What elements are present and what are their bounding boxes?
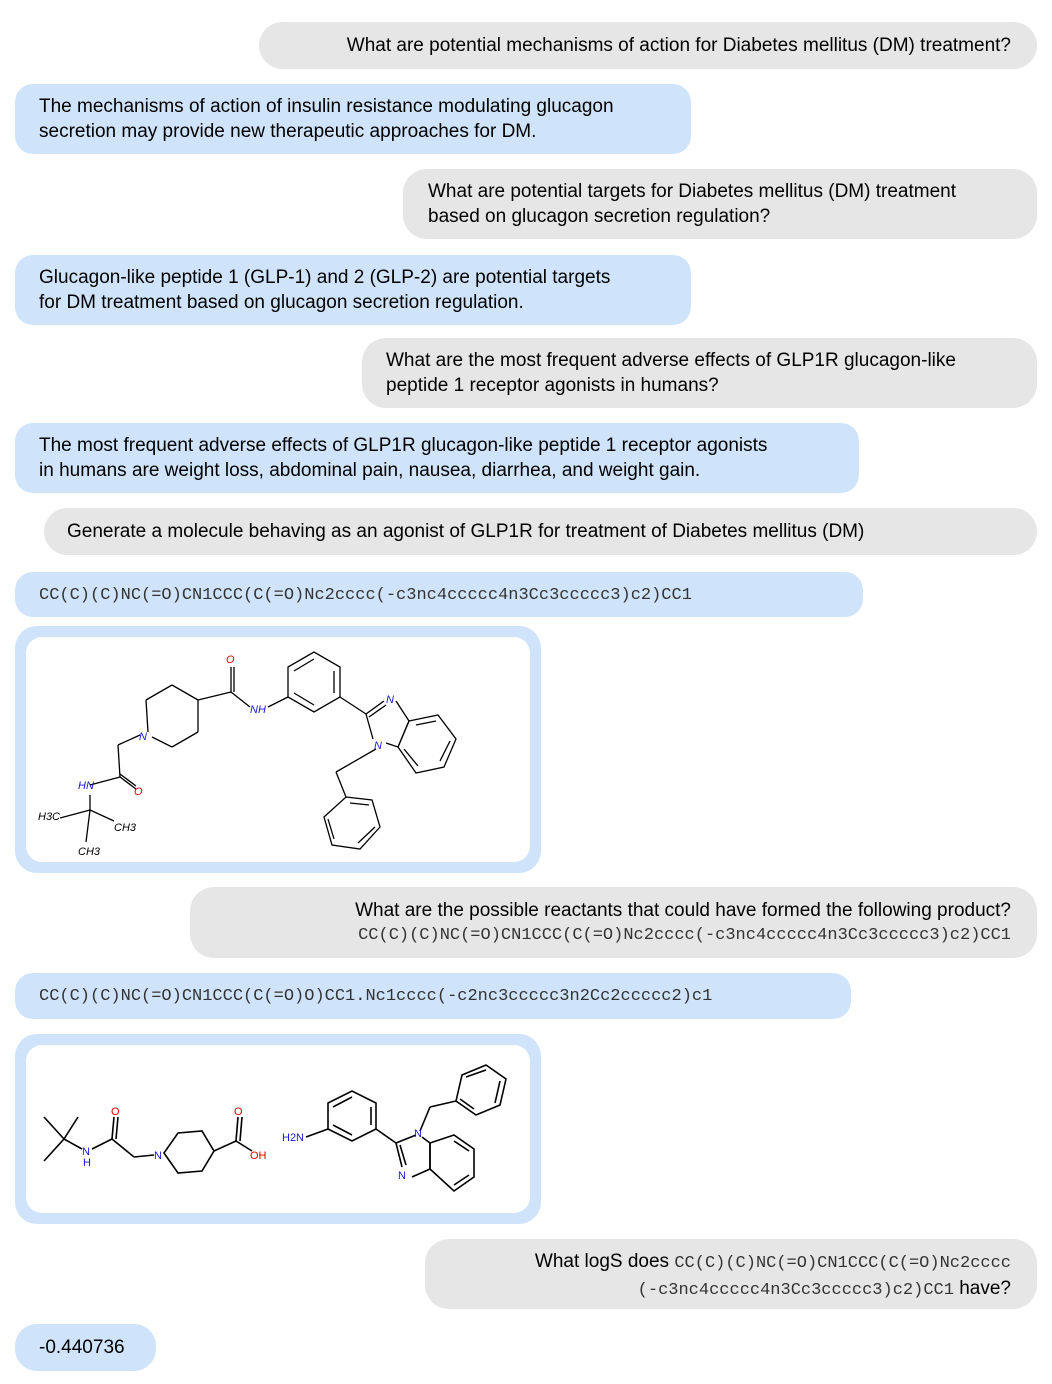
- assistant-smiles-message: [15, 572, 863, 617]
- assistant-message-1: [15, 84, 691, 154]
- smiles-text: CC(C)(C)NC(=O)CN1CCC(C(=O)Nc2cccc(-c3nc4ccccc4n3Cc3ccccc3)c2)CC1: [39, 586, 692, 605]
- message-line: What are the possible reactants that could have formed the following product?: [355, 900, 1011, 921]
- message-line: for DM treatment based on glucagon secretion regulation.: [39, 292, 524, 313]
- message-line: [425, 1249, 1011, 1276]
- user-message-6: [425, 1239, 1037, 1309]
- message-line: The mechanisms of action of insulin resistance modulating glucagon: [39, 96, 614, 117]
- atom-label-hn: HN: [78, 780, 94, 792]
- assistant-message-2: [15, 255, 691, 325]
- message-line: The most frequent adverse effects of GLP1R glucagon-like peptide 1 receptor agonists: [39, 435, 768, 456]
- atom-label-amine: H2N: [282, 1132, 305, 1144]
- smiles-text: CC(C)(C)NC(=O)CN1CCC(C(=O)Nc2cccc: [674, 1254, 1011, 1273]
- molecule-image-frame: [15, 626, 541, 873]
- message-text: What logS does: [534, 1251, 670, 1272]
- user-message-2: [403, 169, 1037, 239]
- atom-label-methyl: CH3: [78, 846, 101, 858]
- smiles-text: CC(C)(C)NC(=O)CN1CCC(C(=O)Nc2cccc(-c3nc4ccccc4n3Cc3ccccc3)c2)CC1: [358, 926, 1011, 945]
- atom-label-nitrogen: N: [374, 740, 382, 752]
- user-message-4: [44, 508, 1037, 555]
- reactants-image: [26, 1045, 530, 1213]
- atom-label-nitrogen: N: [414, 1128, 422, 1140]
- atom-label-nitrogen: N: [386, 694, 394, 706]
- reactants-image-frame: [15, 1034, 541, 1224]
- atom-label-methyl: CH3: [114, 822, 137, 834]
- message-line: in humans are weight loss, abdominal pain, nausea, diarrhea, and weight gain.: [39, 460, 701, 481]
- atom-label-oxygen: O: [226, 654, 235, 666]
- atom-label-nitrogen: N: [154, 1150, 162, 1162]
- message-text: Generate a molecule behaving as an agonist of GLP1R for treatment of Diabetes mellitus (DM): [67, 521, 865, 542]
- smiles-text: CC(C)(C)NC(=O)CN1CCC(C(=O)O)CC1.Nc1cccc(-c2nc3ccccc3n2Cc2ccccc2)c1: [39, 987, 713, 1006]
- atom-label-oxygen: O: [134, 786, 143, 798]
- message-line: [425, 1276, 1011, 1303]
- message-line: secretion may provide new therapeutic approaches for DM.: [39, 121, 537, 142]
- message-text: What are potential mechanisms of action for Diabetes mellitus (DM) treatment?: [346, 35, 1011, 56]
- atom-label-nitrogen: N: [139, 731, 147, 743]
- reactants-structure-drawing: [26, 1045, 530, 1213]
- atom-label-hydroxyl: OH: [250, 1150, 267, 1162]
- atom-label-nitrogen: N: [82, 1146, 90, 1158]
- atom-label-oxygen: O: [234, 1106, 243, 1118]
- atom-label-methyl: H3C: [38, 811, 61, 823]
- atom-label-hydrogen: H: [83, 1157, 91, 1169]
- atom-label-nh: NH: [250, 704, 266, 716]
- atom-label-oxygen: O: [111, 1106, 120, 1118]
- user-message-3: [362, 338, 1037, 408]
- assistant-smiles-message: [15, 973, 851, 1019]
- message-line: What are potential targets for Diabetes mellitus (DM) treatment: [428, 181, 956, 202]
- message-text: have?: [959, 1278, 1011, 1299]
- user-message-1: [259, 22, 1037, 69]
- message-line: What are the most frequent adverse effects of GLP1R glucagon-like: [386, 350, 956, 371]
- molecule-image: [26, 637, 530, 862]
- message-line: Glucagon-like peptide 1 (GLP-1) and 2 (GLP-2) are potential targets: [39, 267, 611, 288]
- user-message-5: [190, 887, 1037, 958]
- logs-value: -0.440736: [39, 1337, 125, 1358]
- assistant-message-3: [15, 423, 859, 493]
- message-line: based on glucagon secretion regulation?: [428, 206, 771, 227]
- message-line: peptide 1 receptor agonists in humans?: [386, 375, 719, 396]
- atom-label-nitrogen: N: [398, 1170, 406, 1182]
- molecule-structure-drawing: [26, 637, 530, 862]
- smiles-text: (-c3nc4ccccc4n3Cc3ccccc3)c2)CC1: [637, 1281, 954, 1300]
- assistant-message-logs: [15, 1324, 156, 1371]
